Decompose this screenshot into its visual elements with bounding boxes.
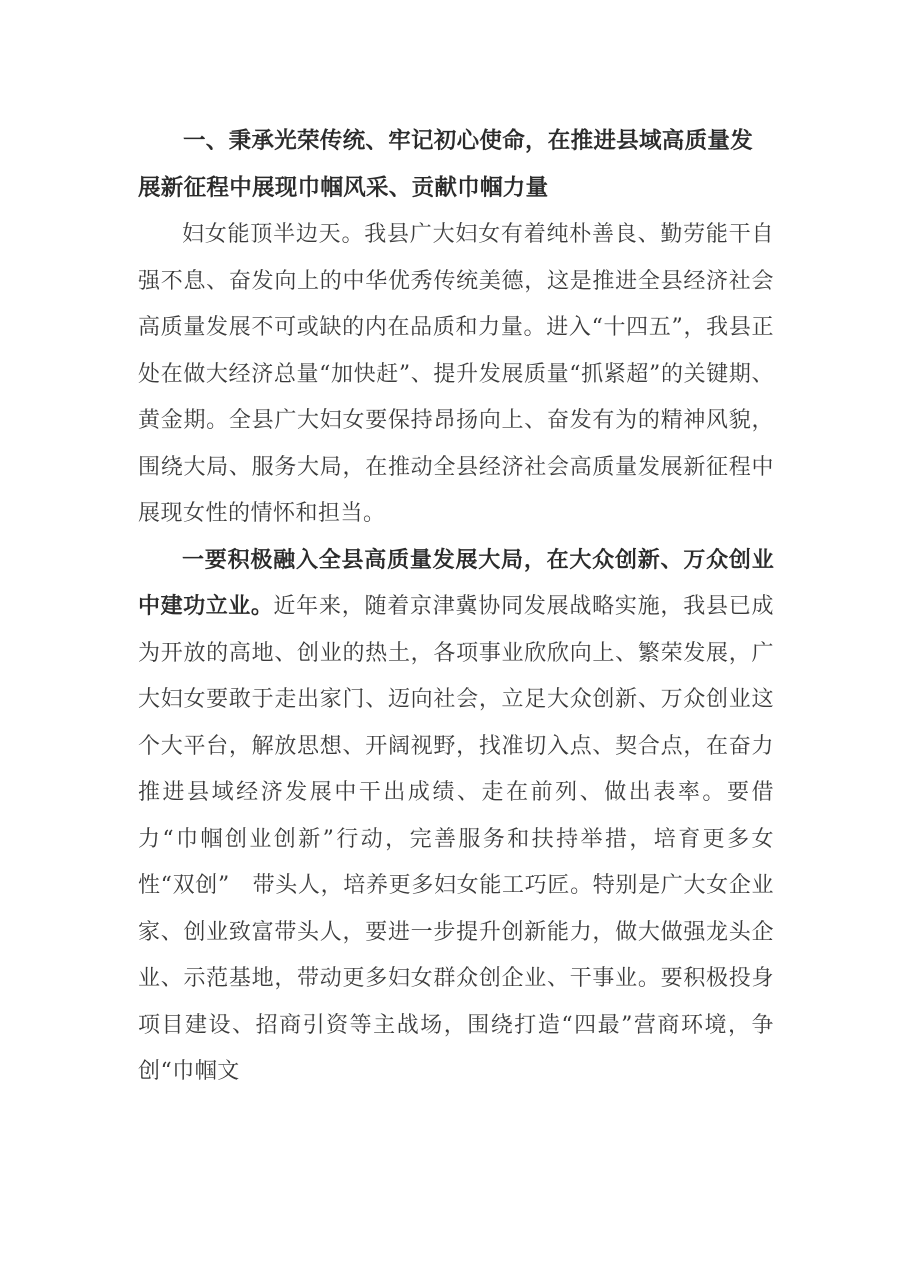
paragraph-2-body: 近年来，随着京津冀协同发展战略实施，我县已成为开放的高地、创业的热土，各项事业欣欣向上、繁荣发展，广大妇女要敢于走出家门、迈向社会，立足大众创新、万众创业这个大平台，解放思想、开阔视野，找准切入点、契合点，在奋力推进县域经济发展中干出成绩、走在前列、做出表率。要借力“巾帼创业创新”行动，完善服务和扶持举措，培育更多女性“双创” 带头人，培养更多妇女能工巧匠。特别是广大女企业家、创业致富带头人，要进一步提升创新能力，做大做强龙头企业、示范基地，带动更多妇女群众创企业、干事业。要积极投身项目建设、招商引资等主战场，围绕打造“四最”营商环境，争创“巾帼文 <box>138 594 774 1084</box>
section-heading: 一、秉承光荣传统、牢记初心使命，在推进县域高质量发展新征程中展现巾帼风采、贡献巾帼力量 <box>138 128 754 201</box>
paragraph-2-lead: 一要积极融入全县高质量发展大局，在大众创新、万众创业中建功立业。 <box>138 547 774 619</box>
paragraph-1: 妇女能顶半边天。我县广大妇女有着纯朴善良、勤劳能干自强不息、奋发向上的中华优秀传统美德，这是推进全县经济社会高质量发展不可或缺的内在品质和力量。进入“十四五”，我县正处在做大经济总量“加快赶”、提升发展质量“抓紧超”的关键期、黄金期。全县广大妇女要保持昂扬向上、奋发有为的精神风貌，围绕大局、服务大局，在推动全县经济社会高质量发展新征程中展现女性的情怀和担当。 <box>138 222 774 526</box>
paragraph-2 <box>138 538 774 1096</box>
document-body <box>138 118 774 1096</box>
